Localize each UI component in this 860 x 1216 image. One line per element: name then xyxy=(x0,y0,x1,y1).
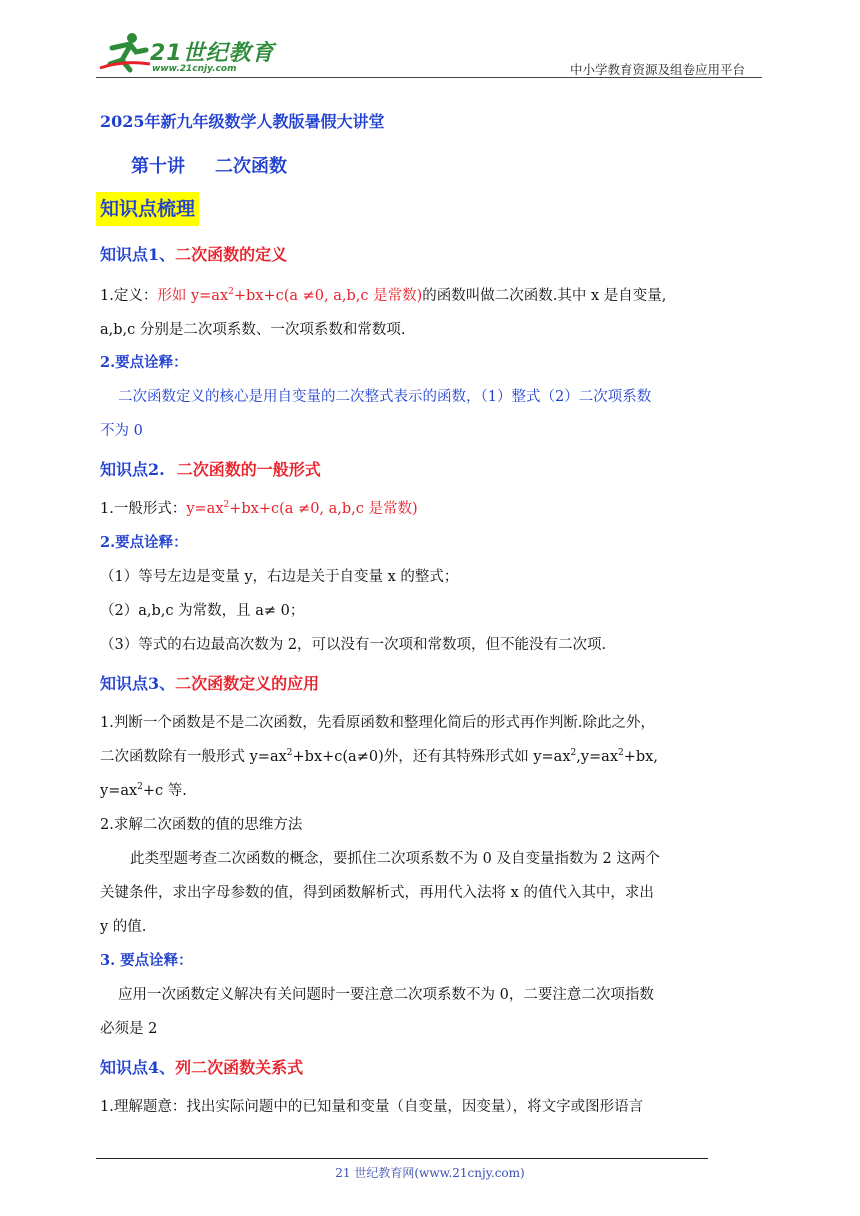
kp2-title: 二次函数的一般形式 xyxy=(176,460,321,479)
kp4-line1: 1.理解题意：找出实际问题中的已知量和变量（自变量，因变量），将文字或图形语言 xyxy=(100,1099,644,1115)
kp2-form-condition: +bx+c(a ≠0, a,b,c 是常数) xyxy=(229,501,418,517)
kp3-p1-seg-c: ,y=ax xyxy=(576,749,619,765)
kp3-p1-line3 xyxy=(100,781,187,801)
kp2-form-formula: y=ax xyxy=(186,501,224,517)
kp3-title: 二次函数定义的应用 xyxy=(175,674,320,693)
kp3-p1-seg-e: y=ax xyxy=(100,783,138,799)
lecture-label: 第十讲 xyxy=(131,156,185,177)
kp4-prefix: 知识点4、 xyxy=(100,1058,176,1077)
kp2-form-label: 1.一般形式： xyxy=(100,501,187,517)
kp3-sup-4: 2 xyxy=(137,782,143,793)
kp3-sup-3: 2 xyxy=(618,748,624,759)
kp3-p1-line2 xyxy=(100,747,658,767)
kp2-note-label: 2.要点诠释： xyxy=(100,534,188,551)
kp3-note-line1: 应用一次函数定义解决有关问题时一要注意二次项系数不为 0，二要注意二次项指数 xyxy=(118,987,654,1003)
kp2-general-form xyxy=(100,499,418,519)
kp3-p1-line1: 1.判断一个函数是不是二次函数，先看原函数和整理化简后的形式再作判断.除此之外， xyxy=(100,715,655,731)
lecture-heading xyxy=(131,155,287,179)
lecture-topic: 二次函数 xyxy=(215,156,287,177)
logo-url: www.21cnjy.com xyxy=(152,64,237,74)
kp3-heading xyxy=(100,673,319,695)
footer-text: 21 世纪教育网(www.21cnjy.com) xyxy=(335,1166,525,1180)
kp1-note-line1: 二次函数定义的核心是用自变量的二次整式表示的函数，（1）整式（2）二次项系数 xyxy=(118,389,652,405)
kp3-p2-line3: y 的值. xyxy=(100,919,147,935)
kp3-prefix: 知识点3、 xyxy=(100,674,176,693)
kp3-note-line2: 必须是 2 xyxy=(100,1021,158,1037)
kp1-title: 二次函数的定义 xyxy=(175,245,288,264)
kp1-prefix: 知识点1、 xyxy=(100,245,176,264)
kp3-p1-seg-d: +bx, xyxy=(623,749,658,765)
kp1-def-label: 1.定义： xyxy=(100,288,158,304)
doc-title: 2025年新九年级数学人教版暑假大讲堂 xyxy=(100,112,385,131)
kp1-def-condition: +bx+c(a ≠0, a,b,c 是常数) xyxy=(233,288,423,304)
kp3-p1-seg-b: +bx+c(a≠0)外，还有其特殊形式如 y=ax xyxy=(292,749,571,765)
kp3-sup-1: 2 xyxy=(286,748,293,759)
kp2-note-item-3: （3）等式的右边最高次数为 2，可以没有一次项和常数项，但不能没有二次项. xyxy=(100,637,607,653)
kp4-heading xyxy=(100,1057,303,1079)
kp2-prefix: 知识点2. xyxy=(100,460,165,479)
kp3-note-label: 3. 要点诠释： xyxy=(100,952,193,969)
kp3-p2-label: 2.求解二次函数的值的思维方法 xyxy=(100,817,303,833)
section-heading: 知识点梳理 xyxy=(96,192,199,226)
header-rule xyxy=(96,77,762,78)
kp2-note-item-2: （2）a,b,c 为常数，且 a≠ 0； xyxy=(100,603,305,619)
footer-rule xyxy=(96,1158,708,1159)
kp1-def-formula: 形如 y=ax xyxy=(157,288,229,304)
kp4-title: 列二次函数关系式 xyxy=(175,1058,304,1077)
kp3-p2-line1: 此类型题考查二次函数的概念，要抓住二次项系数不为 0 及自变量指数为 2 这两个 xyxy=(130,851,660,867)
kp1-note-line2: 不为 0 xyxy=(100,423,143,439)
kp1-definition-line2: a,b,c 分别是二次项系数、一次项系数和常数项. xyxy=(100,322,406,338)
kp1-def-sup: 2 xyxy=(228,287,234,298)
kp3-p2-line2: 关键条件，求出字母参数的值，得到函数解析式，再用代入法将 x 的值代入其中，求出 xyxy=(100,885,654,901)
kp1-note-label: 2.要点诠释： xyxy=(100,354,188,371)
kp1-def-tail: 的函数叫做二次函数.其中 x 是自变量, xyxy=(422,288,667,304)
kp2-note-item-1: （1）等号左边是变量 y，右边是关于自变量 x 的整式； xyxy=(100,569,459,585)
kp3-p1-seg-a: 二次函数除有一般形式 y=ax xyxy=(100,749,287,765)
kp2-form-sup: 2 xyxy=(223,500,230,511)
kp3-sup-2: 2 xyxy=(570,748,577,759)
kp1-heading xyxy=(100,244,287,266)
header-platform-text: 中小学教育资源及组卷应用平台 xyxy=(570,62,746,77)
logo-text: 21世纪教育 xyxy=(150,41,275,66)
logo-runner-icon xyxy=(96,30,152,76)
kp1-definition xyxy=(100,286,666,306)
kp3-p1-seg-f: +c 等. xyxy=(142,783,187,799)
kp2-heading xyxy=(100,459,321,481)
